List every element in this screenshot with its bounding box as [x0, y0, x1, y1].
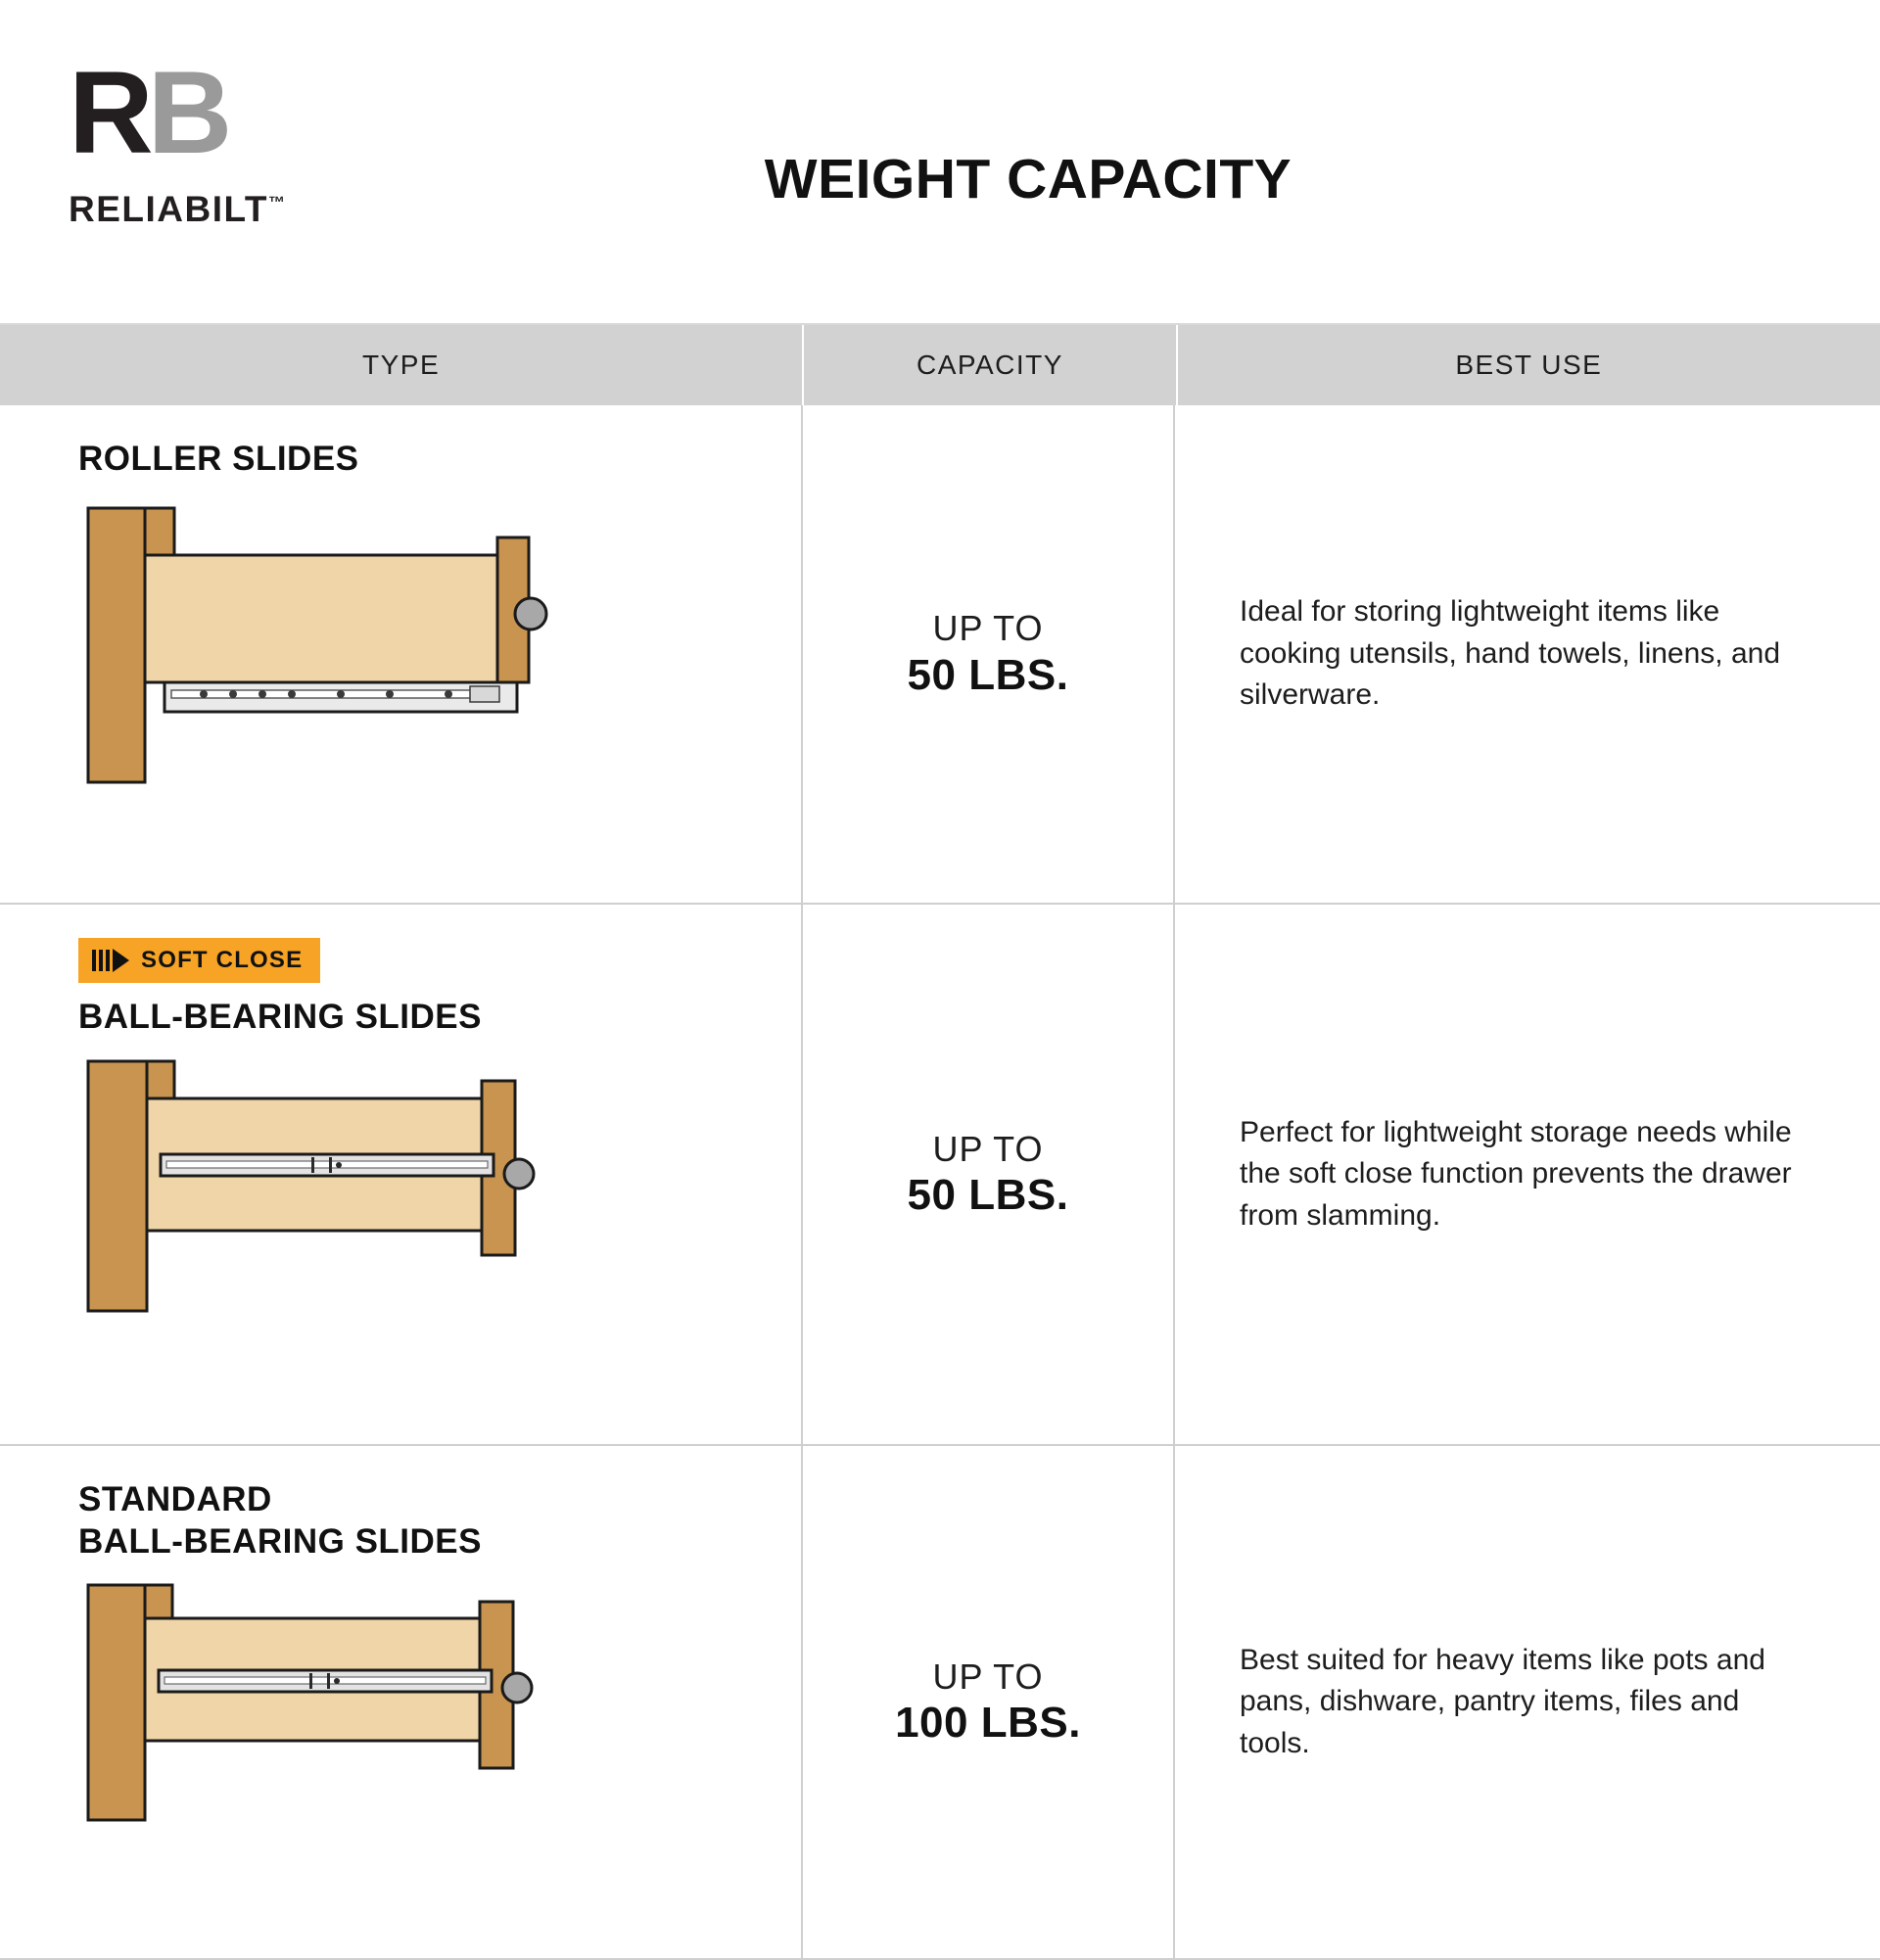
column-header-best-use: BEST USE — [1455, 350, 1603, 380]
best-use-text: Best suited for heavy items like pots and pans, dishware, pantry items, files and tools. — [1240, 1643, 1765, 1759]
capacity-block — [908, 609, 1069, 699]
capacity-block — [895, 1657, 1081, 1748]
logo-letter-b: B — [147, 47, 227, 178]
logo-wordmark-text: RELIABILT — [69, 189, 268, 229]
best-use-text: Ideal for storing lightweight items like cooking utensils, hand towels, linens, and silverware. — [1240, 595, 1781, 712]
capacity-value: 50 LBS. — [907, 1171, 1069, 1220]
cell-capacity-ball-bearing-slides — [803, 905, 1175, 1444]
table-row — [0, 1446, 1880, 1960]
ball-bearing-slide-diagram — [78, 1056, 568, 1321]
cell-type-standard-ball-bearing-slides — [0, 1446, 803, 1958]
table-header-row — [0, 325, 1880, 405]
weight-capacity-table — [0, 323, 1880, 1960]
column-header-capacity: CAPACITY — [804, 325, 1178, 405]
standard-ball-bearing-slide-diagram — [78, 1580, 568, 1825]
trademark-symbol: ™ — [267, 193, 285, 212]
capacity-prefix: UP TO — [932, 1128, 1044, 1169]
capacity-block — [908, 1130, 1069, 1220]
page-header — [0, 0, 1880, 323]
logo-letter-r: R — [69, 47, 148, 178]
cell-best-use-standard-ball-bearing-slides — [1175, 1446, 1878, 1958]
column-header-type: TYPE — [0, 325, 804, 405]
roller-slide-diagram — [78, 498, 568, 792]
cell-best-use-ball-bearing-slides — [1175, 905, 1878, 1444]
capacity-prefix: UP TO — [932, 1656, 1044, 1697]
page-title: WEIGHT CAPACITY — [764, 148, 1292, 210]
table-body — [0, 405, 1880, 1960]
standard-ball-bearing-slide-illustration — [78, 1580, 801, 1825]
cell-type-ball-bearing-slides — [0, 905, 803, 1444]
capacity-value: 100 LBS. — [895, 1699, 1081, 1748]
soft-close-badge-label: SOFT CLOSE — [141, 947, 304, 973]
soft-close-icon — [92, 949, 129, 972]
table-row — [0, 905, 1880, 1446]
ball-bearing-slide-illustration — [78, 1056, 801, 1321]
cell-capacity-roller-slides — [803, 405, 1175, 903]
type-title: ROLLER SLIDES — [78, 440, 359, 478]
cell-best-use-roller-slides — [1175, 405, 1878, 903]
roller-slide-illustration — [78, 498, 801, 792]
table-row — [0, 405, 1880, 905]
type-title — [78, 1479, 801, 1563]
capacity-prefix: UP TO — [932, 608, 1044, 649]
type-title-line-1: STANDARD — [78, 1480, 272, 1518]
soft-close-badge — [78, 938, 320, 983]
cell-type-roller-slides — [0, 405, 803, 903]
best-use-text: Perfect for lightweight storage needs while the soft close function prevents the drawer from slamming. — [1240, 1115, 1792, 1232]
capacity-value: 50 LBS. — [907, 650, 1069, 699]
type-title: BALL-BEARING SLIDES — [78, 998, 482, 1036]
cell-capacity-standard-ball-bearing-slides — [803, 1446, 1175, 1958]
type-title-line-2: BALL-BEARING SLIDES — [78, 1521, 482, 1561]
